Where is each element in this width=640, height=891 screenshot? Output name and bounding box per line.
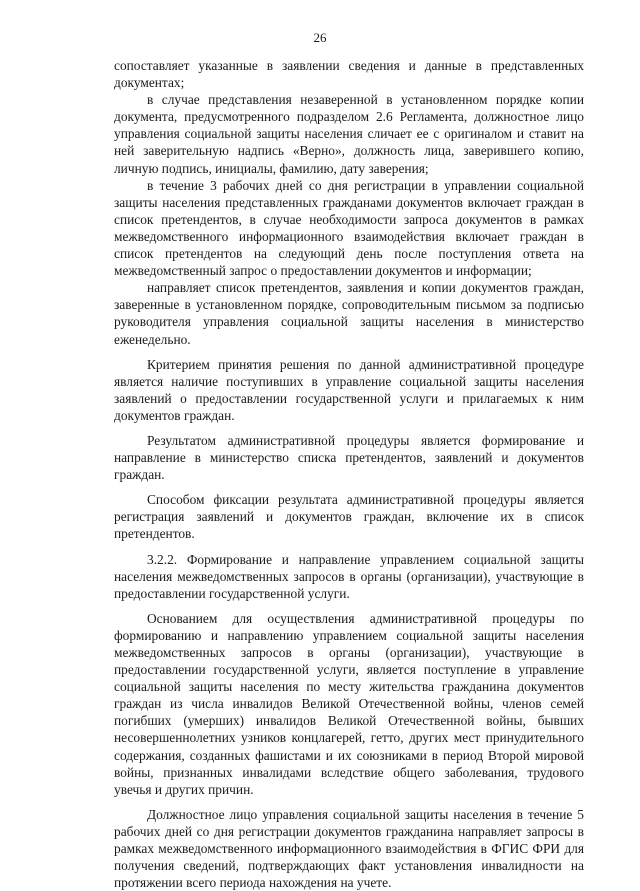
paragraph-3: в течение 3 рабочих дней со дня регистрации в управлении социальной защиты населения представленных гражданами документов включает граждан в список претендентов, в случае необходимости запроса документов в рамках межведомственного информационного взаимодействия включает граждан в список претендентов на следующий день после поступления ответа на межведомственный запрос о предоставлении документов и информации;	[114, 177, 584, 279]
section-heading-3-2-2: 3.2.2. Формирование и направление управлением социальной защиты населения межведомственных запросов в органы (организации), участвующие в предоставлении государственной услуги.	[114, 551, 584, 601]
paragraph-7: Способом фиксации результата административной процедуры является регистрация заявлений и документов граждан, включение их в список претендентов.	[114, 492, 584, 542]
paragraph-6: Результатом административной процедуры является формирование и направление в министерство списка претендентов, заявлений и документов граждан.	[114, 432, 584, 483]
page-number: 26	[313, 30, 327, 45]
document-body	[114, 57, 584, 891]
paragraph-1: сопоставляет указанные в заявлении сведения и данные в представленных документах;	[114, 58, 584, 91]
paragraph-10: Должностное лицо управления социальной защиты населения в течение 5 рабочих дней со дня регистрации документов гражданина направляет запросы в рамках межведомственного информационного взаимодействия в ФГИС ФРИ для получения сведений, подтверждающих факт установления инвалидности на протяжении всего периода нахождения на учете.	[114, 806, 584, 891]
paragraph-9: Основанием для осуществления административной процедуры по формированию и направлению управлением социальной защиты населения межведомственных запросов в органы (организации), участвующие в предоставлении государственной услуги, является поступление в управление социальной защиты населения по месту жительства гражданина документов граждан из числа инвалидов Великой Отечественной войны, членов семей погибших (умерших) инвалидов Великой Отечественной войны, бывших несовершеннолетних узников концлагерей, гетто, других мест принудительного содержания, созданных фашистами и их союзниками в период Второй мировой войны, признанных инвалидами вследствие общего заболевания, трудового увечья и других причин.	[114, 610, 584, 797]
paragraph-5: Критерием принятия решения по данной административной процедуре является наличие поступивших в управление социальной защиты населения заявлений о предоставлении государственной услуги и прилагаемых к ним документов граждан.	[114, 356, 584, 423]
paragraph-2: в случае представления незаверенной в установленном порядке копии документа, предусмотренного подразделом 2.6 Регламента, должностное лицо управления социальной защиты населения сличает ее с оригиналом и ставит на ней заверительную надпись «Верно», должность лица, заверившего копию, личную подпись, инициалы, фамилию, дату заверения;	[114, 92, 584, 176]
paragraph-4: направляет список претендентов, заявления и копии документов граждан, заверенные в установленном порядке, сопроводительным письмом за подписью руководителя управления социальной защиты населения в министерство еженедельно.	[114, 280, 584, 347]
